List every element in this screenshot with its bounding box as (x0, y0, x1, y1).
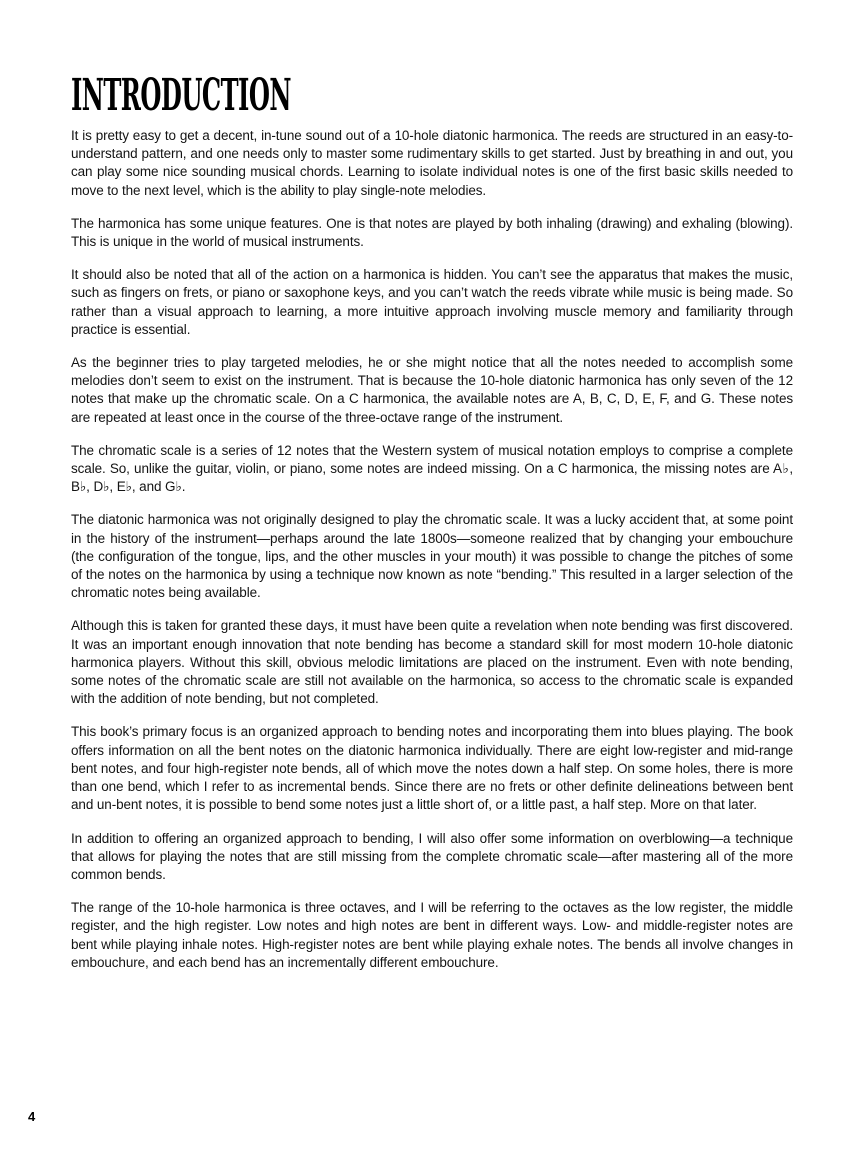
paragraph: Although this is taken for granted these days, it must have been quite a revelation when note bending was first discovered. It was an important enough innovation that note bending has become a standard skill for most modern 10-hole diatonic harmonica players. Without this skill, obvious melodic limitations are placed on the instrument. Even with note bending, some notes of the chromatic scale are still not available on the harmonica, so access to the chromatic scale is expanded with the addition of note bending, but not completed. (71, 618, 793, 707)
paragraph: The diatonic harmonica was not originally designed to play the chromatic scale. It was a lucky accident that, at some point in the history of the instrument—perhaps around the late 1800s—someone realized that by changing your embouchure (the configuration of the tongue, lips, and the other muscles in your mouth) it was possible to change the pitches of some of the notes on the harmonica by using a technique now known as note “bending.” This resulted in a larger selection of the chromatic notes being available. (71, 512, 793, 601)
paragraph: The harmonica has some unique features. One is that notes are played by both inhaling (drawing) and exhaling (blowing). This is unique in the world of musical instruments. (71, 215, 793, 250)
paragraph: It is pretty easy to get a decent, in-tune sound out of a 10-hole diatonic harmonica. The reeds are structured in an easy-to-understand pattern, and one needs only to master some rudimentary skills to get started. Just by breathing in and out, you can play some nice sounding musical chords. Learning to isolate individual notes is one of the first basic skills needed to move to the next level, which is the ability to play single-note melodies. (71, 128, 793, 198)
paragraph: In addition to offering an organized approach to bending, I will also offer some information on overblowing—a technique that allows for playing the notes that are still missing from the complete chromatic scale—after mastering all of the more common bends. (71, 830, 793, 882)
body-text (71, 127, 793, 972)
paragraph: This book’s primary focus is an organized approach to bending notes and incorporating them into blues playing. The book offers information on all the bent notes on the diatonic harmonica individually. There are eight low-register and mid-range bent notes, and four high-register note bends, all of which move the notes down a half step. On some holes, there is more than one bend, which I refer to as incremental bends. Since there are no frets or other definite delineations between bent and un-bent notes, it is possible to bend some notes just a little short of, or a little past, a half step. More on that later. (71, 724, 793, 813)
page-content (71, 70, 793, 987)
paragraph: It should also be noted that all of the action on a harmonica is hidden. You can’t see the apparatus that makes the music, such as fingers on frets, or piano or saxophone keys, and you can’t watch the reeds vibrate while music is being made. So rather than a visual approach to learning, a more intuitive approach involving muscle memory and familiarity through practice is essential. (71, 267, 793, 337)
paragraph: As the beginner tries to play targeted melodies, he or she might notice that all the notes needed to accomplish some melodies don’t seem to exist on the instrument. That is because the 10-hole diatonic harmonica has only seven of the 12 notes that make up the chromatic scale. On a C harmonica, the available notes are A, B, C, D, E, F, and G. These notes are repeated at least once in the course of the three-octave range of the instrument. (71, 355, 793, 425)
paragraph: The chromatic scale is a series of 12 notes that the Western system of musical notation employs to comprise a complete scale. So, unlike the guitar, violin, or piano, some notes are indeed missing. On a C harmonica, the missing notes are A♭, B♭, D♭, E♭, and G♭. (71, 442, 793, 495)
page-number: 4 (28, 1109, 36, 1124)
page-title: INTRODUCTION (71, 70, 291, 121)
paragraph: The range of the 10-hole harmonica is three octaves, and I will be referring to the octaves as the low register, the middle register, and the high register. Low notes and high notes are bent in different ways. Low- and middle-register notes are bent while playing inhale notes. High-register notes are bent while playing exhale notes. The bends all involve changes in embouchure, and each bend has an incrementally different embouchure. (71, 900, 793, 970)
